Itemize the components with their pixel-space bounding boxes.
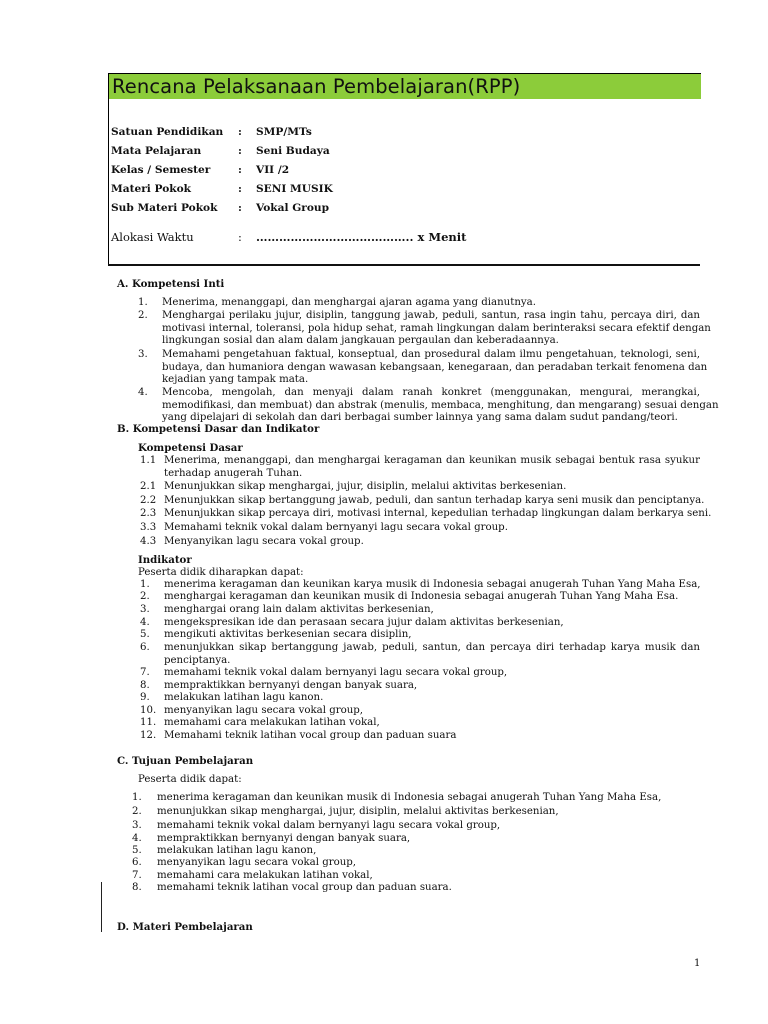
header-bottom-rule (108, 264, 700, 266)
tujuan-intro: Peserta didik dapat: (138, 774, 242, 785)
list-item-line: menghargai orang lain dalam aktivitas berkesenian, (164, 604, 434, 615)
list-item-line: motivasi internal, toleransi, pola hidup sehat, ramah lingkungan dalam berinteraksi secara efektif dengan (162, 322, 711, 334)
list-number: 4.3 (140, 536, 157, 547)
section-a-heading: A. Kompetensi Inti (117, 278, 225, 290)
list-item-line: memodifikasi, dan membuat) dan abstrak (menulis, membaca, menghitung, dan mengarang) sesuai dengan (162, 399, 719, 411)
list-number: 2. (132, 806, 142, 817)
list-item-line: Menunjukkan sikap bertanggung jawab, peduli, dan santun terhadap karya seni musik dan penciptanya. (164, 495, 705, 506)
meta-colon: : (238, 183, 242, 195)
list-item-line: Menerima, menanggapi, dan menghargai keragaman dan keunikan musik sebagai bentuk rasa syukur (164, 455, 700, 466)
list-number: 5. (140, 629, 150, 640)
meta-value: SENI MUSIK (256, 183, 333, 195)
list-number: 2.2 (140, 495, 157, 506)
list-number: 10. (140, 705, 157, 716)
meta-label: Sub Materi Pokok (111, 202, 218, 214)
list-number: 3. (138, 349, 148, 360)
meta-label: Satuan Pendidikan (111, 126, 224, 138)
list-number: 12. (140, 730, 157, 741)
list-item-line: kejadian yang tampak mata. (162, 374, 309, 385)
list-item-line: Menghargai perilaku jujur, disiplin, tanggung jawab, peduli, santun, rasa ingin tahu, percaya diri, dan (162, 310, 700, 321)
meta-label: Mata Pelajaran (111, 145, 202, 157)
list-item-line: Memahami teknik latihan vocal group dan paduan suara (164, 730, 457, 741)
list-number: 5. (132, 845, 142, 856)
indikator-intro: Peserta didik diharapkan dapat: (138, 567, 304, 578)
list-item-line: Menerima, menanggapi, dan menghargai ajaran agama yang dianutnya. (162, 297, 536, 308)
section-d-heading: D. Materi Pembelajaran (117, 921, 253, 933)
list-number: 11. (140, 717, 157, 728)
list-number: 9. (140, 692, 150, 703)
list-number: 2.1 (140, 481, 157, 492)
list-item-line: Memahami pengetahuan faktual, konseptual, dan prosedural dalam ilmu pengetahuan, teknologi, seni, (162, 349, 700, 360)
list-number: 8. (140, 680, 150, 691)
list-number: 7. (132, 870, 142, 881)
list-item-line: memahami teknik vokal dalam bernyanyi lagu secara vokal group, (157, 820, 501, 831)
list-item-line: terhadap anugerah Tuhan. (164, 468, 303, 479)
list-number: 2. (140, 591, 150, 602)
alokasi-waktu-colon: : (238, 230, 242, 244)
list-item-line: menunjukkan sikap menghargai, jujur, disiplin, melalui aktivitas berkesenian, (157, 806, 559, 817)
alokasi-waktu-value: ………………………………….. x Menit (256, 230, 467, 244)
list-item-line: mengekspresikan ide dan perasaan secara jujur dalam aktivitas berkesenian, (164, 617, 564, 628)
section-b-heading: B. Kompetensi Dasar dan Indikator (117, 423, 320, 435)
list-number: 1. (132, 792, 142, 803)
list-item-line: penciptanya. (164, 654, 231, 666)
list-number: 1.1 (140, 455, 157, 466)
section-c-heading: C. Tujuan Pembelajaran (117, 755, 254, 767)
list-item-line: Menunjukkan sikap percaya diri, motivasi internal, kepedulian terhadap lingkungan dalam berkarya seni. (164, 508, 712, 519)
list-number: 4. (132, 833, 142, 844)
list-number: 4. (138, 387, 148, 398)
list-number: 4. (140, 617, 150, 628)
meta-value: Vokal Group (256, 202, 330, 214)
list-item-line: memahami cara melakukan latihan vokal, (164, 717, 380, 728)
list-number: 1. (140, 579, 150, 590)
meta-colon: : (238, 145, 242, 157)
list-number: 7. (140, 667, 150, 678)
list-item-line: menerima keragaman dan keunikan musik di Indonesia sebagai anugerah Tuhan Yang Maha Esa, (157, 792, 662, 803)
list-number: 6. (132, 857, 142, 868)
list-item-line: Memahami teknik vokal dalam bernyanyi lagu secara vokal group. (164, 522, 508, 533)
list-number: 3. (132, 820, 142, 831)
list-item-line: menunjukkan sikap bertanggung jawab, peduli, santun, dan percaya diri terhadap karya musik dan (164, 642, 700, 653)
list-item-line: menerima keragaman dan keunikan karya musik di Indonesia sebagai anugerah Tuhan Yang Maha Esa, (164, 579, 701, 590)
list-item-line: melakukan latihan lagu kanon, (157, 845, 317, 856)
list-item-line: memahami teknik latihan vocal group dan paduan suara. (157, 882, 452, 893)
list-item-line: menghargai keragaman dan keunikan musik di Indonesia sebagai anugerah Tuhan Yang Maha Esa. (164, 591, 679, 602)
list-number: 1. (138, 297, 148, 308)
meta-label: Materi Pokok (111, 183, 192, 195)
meta-value: VII /2 (256, 164, 290, 176)
list-item-line: menyanyikan lagu secara vokal group, (157, 857, 357, 868)
list-number: 2. (138, 310, 148, 321)
meta-colon: : (238, 126, 242, 138)
list-item-line: mempraktikkan bernyanyi dengan banyak suara, (157, 833, 411, 844)
meta-colon: : (238, 164, 242, 176)
alokasi-waktu-label: Alokasi Waktu (111, 230, 194, 244)
list-item-line: lingkungan sosial dan alam dalam jangkauan pergaulan dan keberadaannya. (162, 335, 559, 346)
title-bar (109, 74, 701, 99)
list-item-line: yang dipelajari di sekolah dan dari berbagai sumber lainnya yang sama dalam sudut pandang/teori. (162, 412, 678, 423)
list-item-line: mempraktikkan bernyanyi dengan banyak suara, (164, 680, 418, 691)
document-title: Rencana Pelaksanaan Pembelajaran(RPP) (112, 75, 521, 98)
list-item-line: memahami teknik vokal dalam bernyanyi lagu secara vokal group, (164, 667, 508, 678)
list-number: 8. (132, 882, 142, 893)
meta-value: Seni Budaya (256, 145, 330, 157)
list-number: 2.3 (140, 508, 157, 519)
list-item-line: memahami cara melakukan latihan vokal, (157, 870, 373, 881)
list-item-line: Menyanyikan lagu secara vokal group. (164, 536, 364, 547)
kd-title: Kompetensi Dasar (138, 442, 243, 454)
meta-value: SMP/MTs (256, 126, 312, 138)
list-item-line: budaya, dan humaniora dengan wawasan kebangsaan, kenegaraan, dan peradaban terkait fenomena dan (162, 361, 708, 373)
list-item-line: melakukan latihan lagu kanon. (164, 692, 324, 703)
list-item-line: menyanyikan lagu secara vokal group, (164, 705, 364, 716)
list-item-line: Mencoba, mengolah, dan menyaji dalam ranah konkret (menggunakan, mengurai, merangkai, (162, 387, 700, 398)
list-item-line: mengikuti aktivitas berkesenian secara disiplin, (164, 629, 412, 640)
meta-label: Kelas / Semester (111, 164, 211, 176)
page-number: 1 (694, 958, 701, 969)
list-item-line: Menunjukkan sikap menghargai, jujur, disiplin, melalui aktivitas berkesenian. (164, 481, 567, 492)
list-number: 3. (140, 604, 150, 615)
list-number: 3.3 (140, 522, 157, 533)
indikator-title: Indikator (138, 554, 192, 566)
margin-line (101, 882, 102, 932)
meta-colon: : (238, 202, 242, 214)
list-number: 6. (140, 642, 150, 653)
